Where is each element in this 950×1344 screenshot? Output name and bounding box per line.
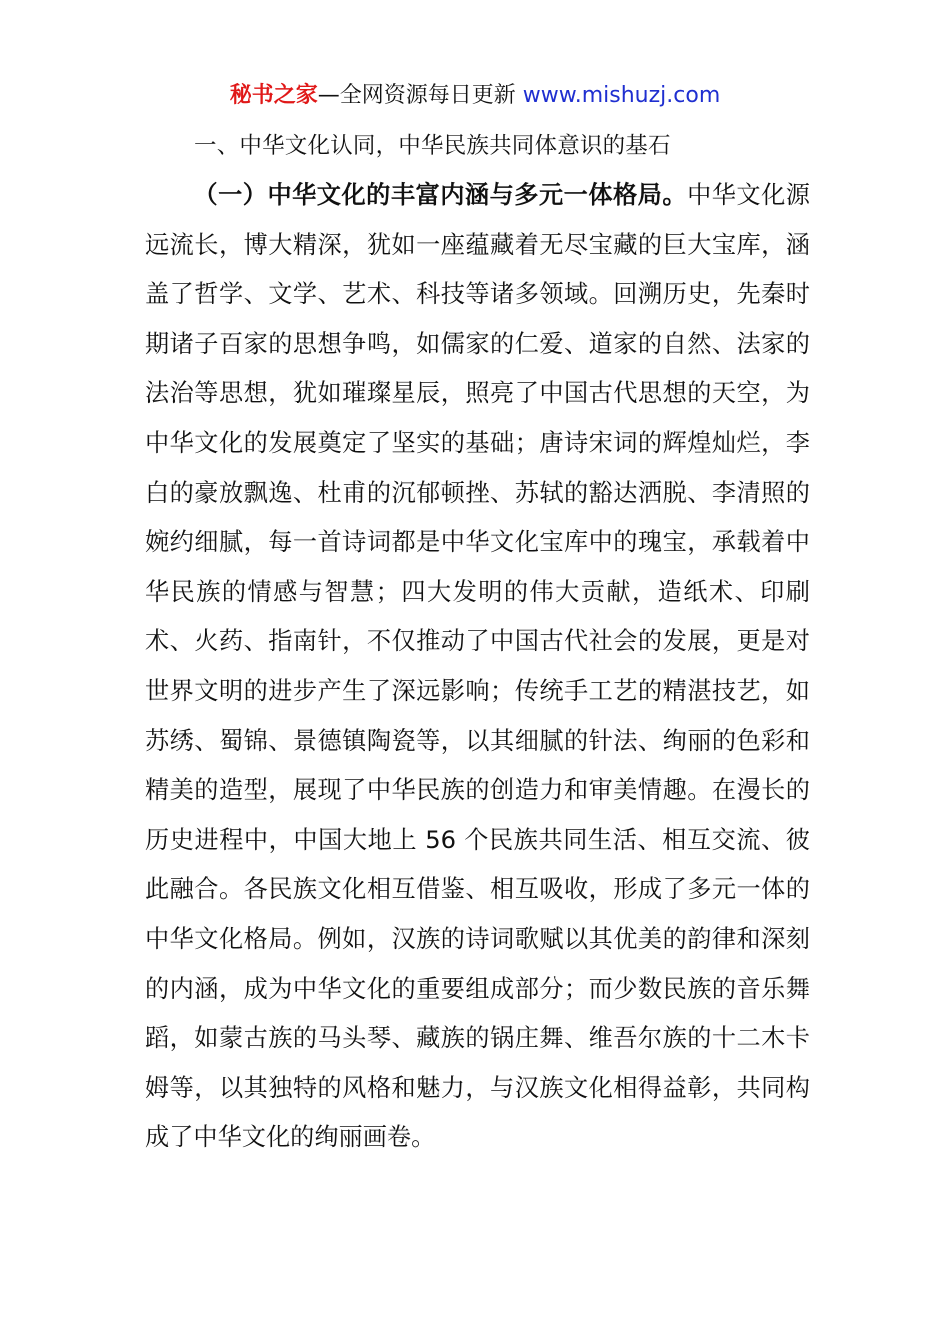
paragraph-subheading: （一）中华文化的丰富内涵与多元一体格局。 [193, 181, 688, 209]
section-heading: 一、中华文化认同，中华民族共同体意识的基石 [194, 133, 671, 159]
header-tagline: —全网资源每日更新 [317, 83, 516, 108]
paragraph-text: 中华文化源远流长，博大精深，犹如一座蕴藏着无尽宝藏的巨大宝库，涵盖了哲学、文学、艺术、科技等诸多领域。回溯历史，先秦时期诸子百家的思想争鸣，如儒家的仁爱、道家的自然、法家的法治等思想，犹如璀璨星辰，照亮了中国古代思想的天空，为中华文化的发展奠定了坚实的基础；唐诗宋词的辉煌灿烂，李白的豪放飘逸、杜甫的沉郁顿挫、苏轼的豁达洒脱、李清照的婉约细腻，每一首诗词都是中华文化宝库中的瑰宝，承载着中华民族的情感与智慧；四大发明的伟大贡献，造纸术、印刷术、火药、指南针，不仅推动了中国古代社会的发展，更是对世界文明的进步产生了深远影响；传统手工艺的精湛技艺，如苏绣、蜀锦、景德镇陶瓷等，以其细腻的针法、绚丽的色彩和精美的造型，展现了中华民族的创造力和审美情趣。在漫长的历史进程中，中国大地上 56 个民族共同生活、相互交流、彼此融合。各民族文化相互借鉴、相互吸收，形成了多元一体的中华文化格局。例如，汉族的诗词歌赋以其优美的韵律和深刻的内涵，成为中华文化的重要组成部分；而少数民族的音乐舞蹈，如蒙古族的马头琴、藏族的锅庄舞、维吾尔族的十二木卡姆等，以其独特的风格和魅力，与汉族文化相得益彰，共同构成了中华文化的绚丽画卷。 [145, 181, 810, 1152]
site-url-link[interactable]: www.mishuzj.com [522, 83, 721, 108]
brand-name: 秘书之家 [229, 83, 318, 108]
body-paragraph [145, 171, 810, 1163]
page-header [0, 80, 950, 112]
